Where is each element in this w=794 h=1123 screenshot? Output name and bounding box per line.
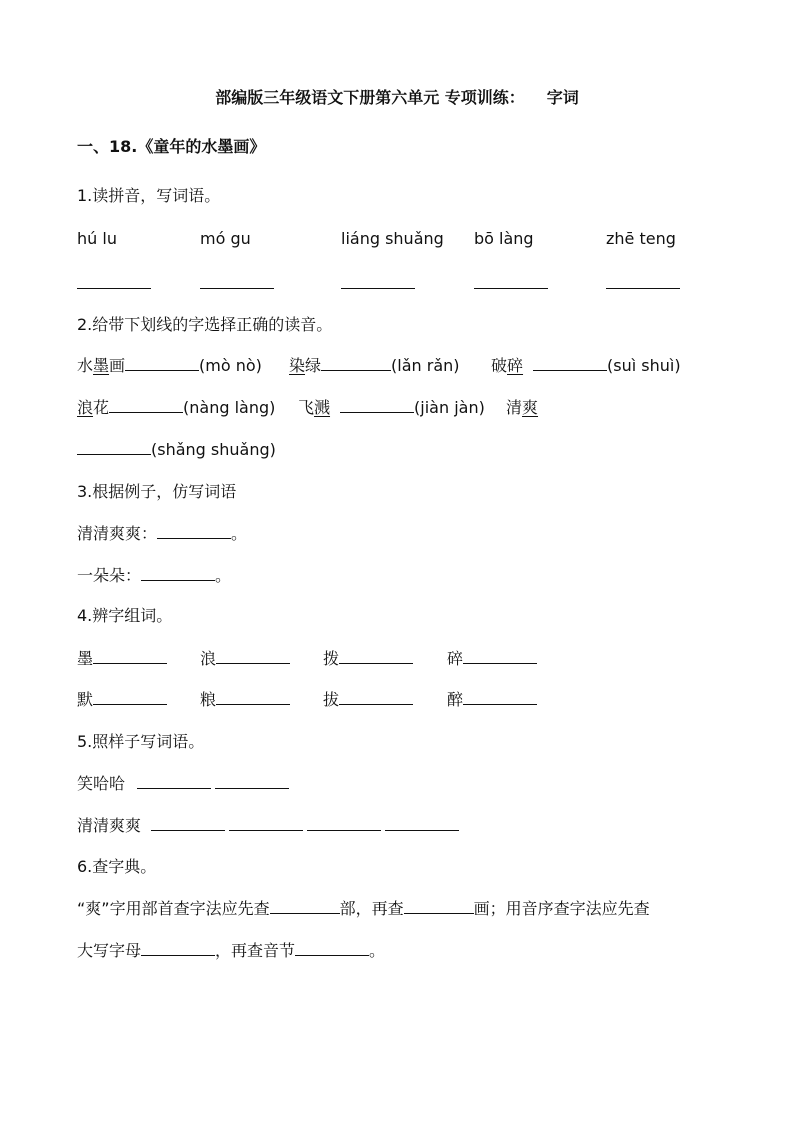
answer-blank[interactable] xyxy=(339,649,413,664)
answer-blank[interactable] xyxy=(151,816,225,831)
answer-blank[interactable] xyxy=(77,274,151,294)
q5-line-2: 清清爽爽 xyxy=(77,816,459,836)
answer-blank[interactable] xyxy=(341,274,415,294)
answer-blank[interactable] xyxy=(141,566,215,581)
answer-blank[interactable] xyxy=(321,356,391,371)
q2-item: 飞溅 (jiàn jàn) xyxy=(298,398,485,417)
answer-blank[interactable] xyxy=(385,816,459,831)
answer-blank[interactable] xyxy=(216,690,290,705)
q4-item: 醉 xyxy=(447,690,537,710)
q4-item: 粮 xyxy=(200,690,290,710)
q3-heading: 3.根据例子，仿写词语 xyxy=(77,482,237,501)
q2-item: 清爽 xyxy=(506,398,539,417)
q3-line-1: 清清爽爽： 。 xyxy=(77,524,248,543)
answer-blank[interactable] xyxy=(93,649,167,664)
q2-item: 染绿 (lǎn rǎn) xyxy=(289,356,460,375)
q5-heading: 5.照样子写词语。 xyxy=(77,732,205,751)
answer-blank[interactable] xyxy=(463,690,537,705)
q2-item-continued: (shǎng shuǎng) xyxy=(77,440,276,460)
q4-item: 墨 xyxy=(77,649,167,669)
answer-blank[interactable] xyxy=(340,398,414,413)
q2-item: 浪花 (nàng làng) xyxy=(77,398,276,417)
answer-blank[interactable] xyxy=(215,774,289,789)
q2-heading: 2.给带下划线的字选择正确的读音。 xyxy=(77,315,333,334)
answer-blank[interactable] xyxy=(216,649,290,664)
q4-item: 拨 xyxy=(323,649,413,669)
answer-blank[interactable] xyxy=(157,524,231,539)
q4-item: 浪 xyxy=(200,649,290,669)
q6-heading: 6.查字典。 xyxy=(77,857,157,876)
q2-item: 水墨画 (mò nò) xyxy=(77,356,262,375)
q4-item: 碎 xyxy=(447,649,537,669)
answer-blank[interactable] xyxy=(141,941,215,956)
answer-blank[interactable] xyxy=(137,774,211,789)
q1-heading: 1.读拼音，写词语。 xyxy=(77,186,221,205)
answer-blank[interactable] xyxy=(463,649,537,664)
answer-blank[interactable] xyxy=(404,899,474,914)
pinyin-5: zhē teng xyxy=(606,229,676,248)
pinyin-2: mó gu xyxy=(200,229,251,248)
answer-blank[interactable] xyxy=(200,274,274,294)
page-title xyxy=(0,88,794,108)
answer-blank[interactable] xyxy=(125,356,199,371)
q4-item: 拔 xyxy=(323,690,413,710)
q4-heading: 4.辨字组词。 xyxy=(77,606,173,625)
q2-item: 破碎 (suì shuì) xyxy=(491,356,681,375)
pinyin-3: liáng shuǎng xyxy=(341,229,444,248)
answer-blank[interactable] xyxy=(77,440,151,455)
q3-line-2: 一朵朵： 。 xyxy=(77,566,232,585)
title-sub: 字词 xyxy=(546,88,579,107)
answer-blank[interactable] xyxy=(93,690,167,705)
title-main: 部编版三年级语文下册第六单元 专项训练： xyxy=(215,88,525,107)
answer-blank[interactable] xyxy=(295,941,369,956)
q5-line-1: 笑哈哈 xyxy=(77,774,289,794)
answer-blank[interactable] xyxy=(270,899,340,914)
answer-blank[interactable] xyxy=(606,274,680,294)
answer-blank[interactable] xyxy=(339,690,413,705)
pinyin-4: bō làng xyxy=(474,229,534,248)
answer-blank[interactable] xyxy=(533,356,607,371)
answer-blank[interactable] xyxy=(109,398,183,413)
section-heading: 一、18.《童年的水墨画》 xyxy=(77,137,266,156)
q4-item: 默 xyxy=(77,690,167,710)
answer-blank[interactable] xyxy=(229,816,303,831)
answer-blank[interactable] xyxy=(474,274,548,294)
pinyin-1: hú lu xyxy=(77,229,117,248)
q6-paragraph-1: “爽”字用部首查字法应先查 部，再查 画；用音序查字法应先查 xyxy=(77,899,650,918)
q6-paragraph-2: 大写字母 ，再查音节 。 xyxy=(77,941,386,960)
answer-blank[interactable] xyxy=(307,816,381,831)
